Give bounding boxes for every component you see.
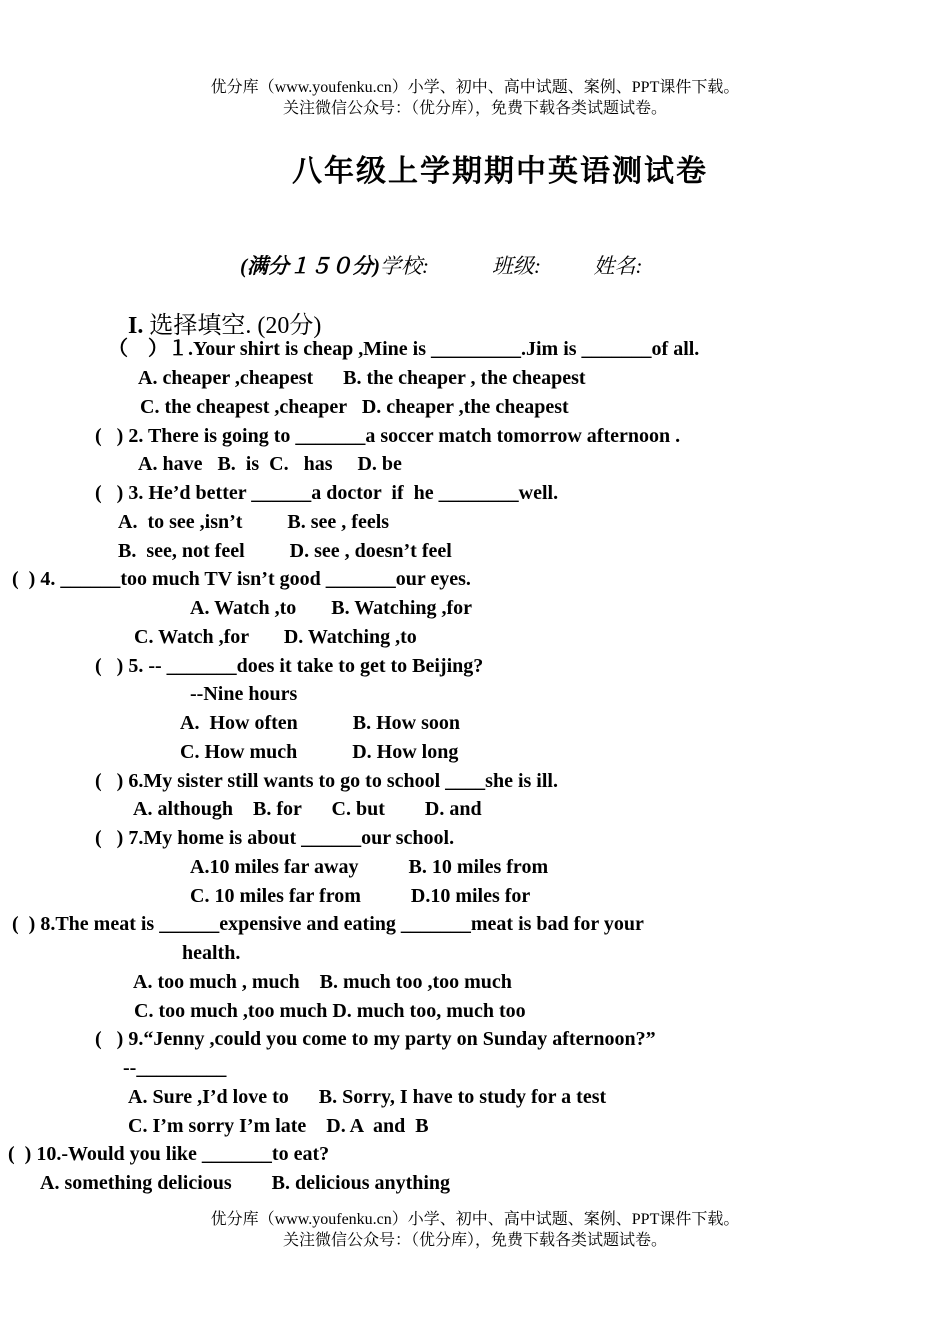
question-2: ( ) 2. There is going to _______a soccer match tomorrow afternoon . (95, 425, 681, 447)
question-9-answer-blank: --_________ (123, 1057, 227, 1079)
page-title: 八年级上学期期中英语测试卷 (292, 155, 708, 188)
question-9: ( ) 9.“Jenny ,could you come to my party on Sunday afternoon?” (95, 1028, 656, 1050)
question-4: ( ) 4. ______too much TV isn’t good _______our eyes. (12, 568, 471, 590)
question-6-options: A. although B. for C. but D. and (133, 798, 482, 820)
question-5-answer-prompt: --Nine hours (190, 683, 298, 705)
section-heading (128, 305, 321, 340)
question-10-options-ab: A. something delicious B. delicious anything (40, 1172, 451, 1194)
question-9-options-cd: C. I’m sorry I’m late D. A and B (128, 1115, 429, 1137)
question-6: ( ) 6.My sister still wants to go to school ____she is ill. (95, 770, 558, 792)
exam-info-fields: 学校: 班级: 姓名: (380, 254, 643, 278)
header-line-1: 优分库（www.youfenku.cn）小学、初中、高中试题、案例、PPT课件下载。 (210, 79, 740, 96)
section-label: 选择填空. (20分) (143, 313, 322, 339)
footer-line-2: 关注微信公众号：（优分库），免费下载各类试题试卷。 (282, 1232, 667, 1249)
question-7: ( ) 7.My home is about ______our school. (95, 827, 455, 849)
question-9-options-ab: A. Sure ,I’d love to B. Sorry, I have to study for a test (128, 1086, 607, 1108)
question-4-options-ab: A. Watch ,to B. Watching ,for (190, 597, 473, 619)
question-10: ( ) 10.-Would you like _______to eat? (8, 1143, 330, 1165)
question-1-options-ab: A. cheaper ,cheapest B. the cheaper , the cheapest (138, 367, 586, 389)
header-line-2: 关注微信公众号：（优分库），免费下载各类试题试卷。 (282, 100, 667, 117)
question-7-options-cd: C. 10 miles far from D.10 miles for (190, 885, 531, 907)
question-8: ( ) 8.The meat is ______expensive and eating _______meat is bad for your (12, 913, 644, 935)
question-2-options: A. have B. is C. has D. be (138, 453, 402, 475)
full-score: (满分１５０分) (240, 254, 380, 278)
question-8-options-cd: C. too much ,too much D. much too, much too (134, 1000, 526, 1022)
question-5: ( ) 5. -- _______does it take to get to Beijing? (95, 655, 484, 677)
question-8-options-ab: A. too much , much B. much too ,too much (133, 971, 512, 993)
exam-info-line (240, 250, 642, 280)
question-8-continued: health. (182, 942, 241, 964)
question-1: （ ）１.Your shirt is cheap ,Mine is _________.Jim is _______of all. (108, 338, 700, 360)
footer-line-1: 优分库（www.youfenku.cn）小学、初中、高中试题、案例、PPT课件下载。 (210, 1211, 740, 1228)
question-3-options-ab: A. to see ,isn’t B. see , feels (118, 511, 390, 533)
section-numeral: I. (128, 313, 144, 339)
question-5-options-cd: C. How much D. How long (180, 741, 459, 763)
question-3-options-cd: B. see, not feel D. see , doesn’t feel (118, 540, 452, 562)
question-1-options-cd: C. the cheapest ,cheaper D. cheaper ,the cheapest (140, 396, 569, 418)
question-4-options-cd: C. Watch ,for D. Watching ,to (134, 626, 417, 648)
question-5-options-ab: A. How often B. How soon (180, 712, 461, 734)
question-7-options-ab: A.10 miles far away B. 10 miles from (190, 856, 549, 878)
question-3: ( ) 3. He’d better ______a doctor if he ________well. (95, 482, 559, 504)
